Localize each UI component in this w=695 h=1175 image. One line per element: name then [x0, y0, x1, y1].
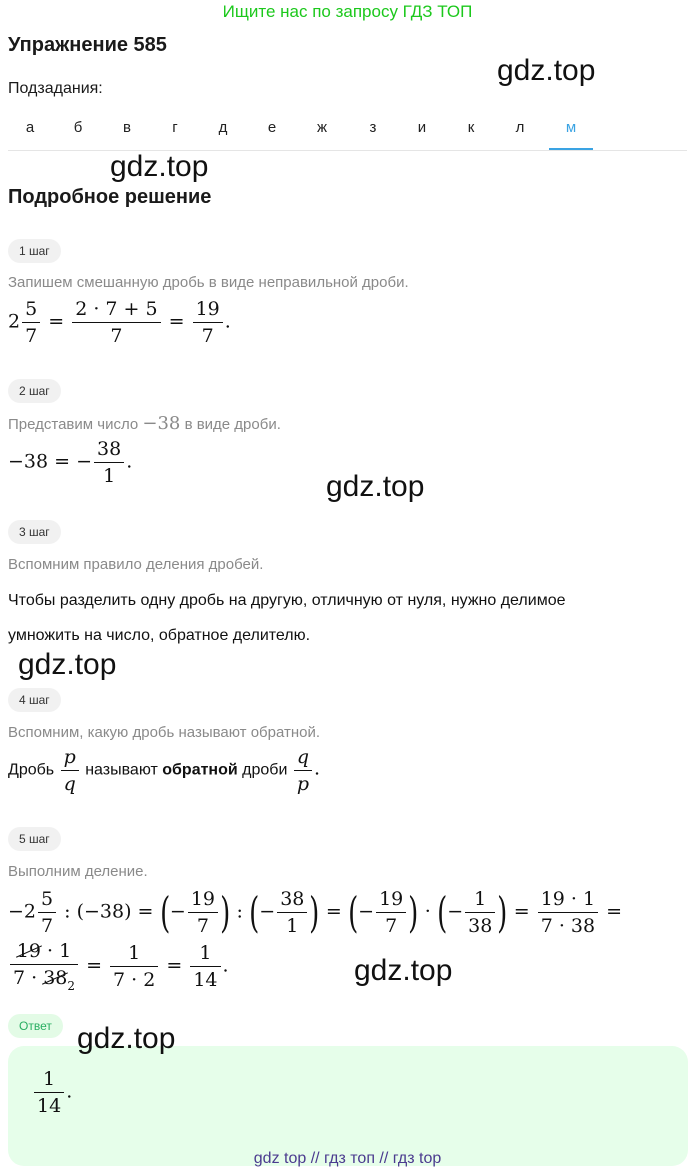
subtask-tabs [8, 108, 687, 151]
tab-i[interactable]: и [417, 119, 427, 136]
watermark: gdz.top [77, 1022, 176, 1055]
step-text: Вспомним правило деления дробей. [8, 556, 264, 573]
tab-b[interactable]: б [73, 119, 83, 136]
step-badge: 4 шаг [8, 688, 61, 712]
step5-formula-line1: −2 $\frac{5}{7}$ : (−38) = (− $\frac{19}{7}$ ) : (− $\frac{38}{1}$ ) = (− $\frac{19}{7}$ ) · (− $\frac{1}{38}$ ) = $\frac{19 \cdot 1}{7 \cdot 38}$ = [8, 887, 623, 937]
tab-l[interactable]: л [515, 119, 525, 136]
step2-formula: −38 = − $\frac{38}{1}$ . [8, 438, 133, 487]
tab-zh[interactable]: ж [316, 119, 328, 136]
answer-value: $\frac{1}{14}$ . [32, 1068, 72, 1117]
tab-a[interactable]: а [25, 119, 35, 136]
watermark: gdz.top [497, 54, 596, 87]
watermark: gdz.top [326, 470, 425, 503]
rule-text-line2: умножить на число, обратное делителю. [8, 627, 311, 644]
step-badge: 3 шаг [8, 520, 61, 544]
answer-badge: Ответ [8, 1014, 63, 1038]
solution-heading: Подробное решение [8, 186, 212, 208]
step-text: Представим число −38 в виде дроби. [8, 413, 281, 434]
tab-g[interactable]: г [172, 119, 178, 136]
definition-text: Дробь $\frac{p}{q}$ называют обратной дроби $\frac{q}{p}$ . [8, 746, 321, 795]
tab-v[interactable]: в [123, 119, 131, 136]
watermark: gdz.top [18, 648, 117, 681]
footer-links[interactable]: gdz top // гдз топ // гдз top [253, 1150, 442, 1167]
watermark: gdz.top [354, 954, 453, 987]
page-title: Упражнение 585 [8, 34, 167, 56]
tab-d[interactable]: д [218, 119, 228, 136]
subtasks-label: Подзадания: [8, 80, 103, 97]
tab-m[interactable]: м [549, 108, 593, 150]
step-badge: 2 шаг [8, 379, 61, 403]
rule-text-line1: Чтобы разделить одну дробь на другую, отличную от нуля, нужно делимое [8, 592, 566, 609]
answer-box [8, 1046, 688, 1166]
step-text: Запишем смешанную дробь в виде неправильной дроби. [8, 274, 409, 291]
tab-k[interactable]: к [467, 119, 475, 136]
tab-z[interactable]: з [369, 119, 377, 136]
step-badge: 5 шаг [8, 827, 61, 851]
step-badge: 1 шаг [8, 239, 61, 263]
step1-formula: 2 $\frac{5}{7}$ = $\frac{2 \cdot 7 + 5}{7}$ = $\frac{19}{7}$ . [8, 298, 231, 347]
promo-banner[interactable]: Ищите нас по запросу ГДЗ ТОП [222, 2, 473, 21]
watermark: gdz.top [110, 150, 209, 183]
step-text: Выполним деление. [8, 863, 148, 880]
step-text: Вспомним, какую дробь называют обратной. [8, 724, 321, 741]
tab-e[interactable]: е [267, 119, 277, 136]
step5-formula-line2: $\frac{19 \cdot 1}{7 \cdot 38_2}$ = $\frac{1}{7 \cdot 2}$ = $\frac{1}{14}$ . [8, 940, 229, 993]
